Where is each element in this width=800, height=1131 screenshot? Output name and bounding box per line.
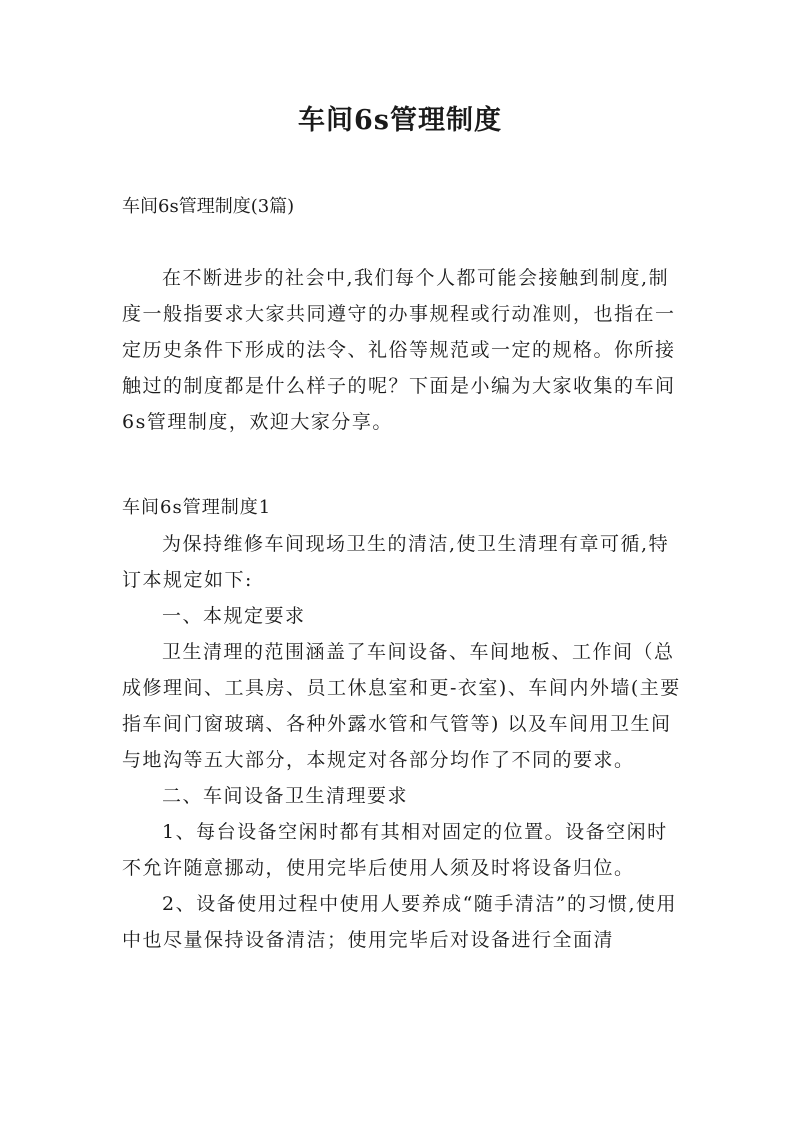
section-title: 车间6s管理制度1 [122,497,272,518]
document-subtitle: 车间6s管理制度(3篇) [122,196,295,217]
intro-block [122,260,682,440]
page-title: 车间6s管理制度 [298,105,502,136]
paragraph: 1、每台设备空闲时都有其相对固定的位置。设备空闲时不允许随意挪动，使用完毕后使用人须及时将设备归位。 [122,821,668,879]
paragraph: 为保持维修车间现场卫生的清洁,使卫生清理有章可循,特订本规定如下: [122,533,670,591]
paragraph-heading: 一、本规定要求 [162,605,306,627]
intro-paragraph: 在不断进步的社会中,我们每个人都可能会接触到制度,制度一般指要求大家共同遵守的办事规程或行动准则，也指在一定历史条件下形成的法令、礼俗等规范或一定的规格。你所接触过的制度都是什么样子的呢？下面是小编为大家收集的车间6s管理制度，欢迎大家分享。 [122,267,676,433]
paragraph: 2、设备使用过程中使用人要养成“随手清洁”的习惯,使用中也尽量保持设备清洁；使用完毕后对设备进行全面清 [122,893,678,951]
section-block [122,490,682,958]
paragraph: 卫生清理的范围涵盖了车间设备、车间地板、工作间（总成修理间、工具房、员工休息室和更-衣室)、车间内外墙(主要指车间门窗玻璃、各种外露水管和气管等) 以及车间用卫生间与地沟等五大部分，本规定对各部分均作了不同的要求。 [122,641,681,771]
paragraph-heading: 二、车间设备卫生清理要求 [162,785,409,807]
